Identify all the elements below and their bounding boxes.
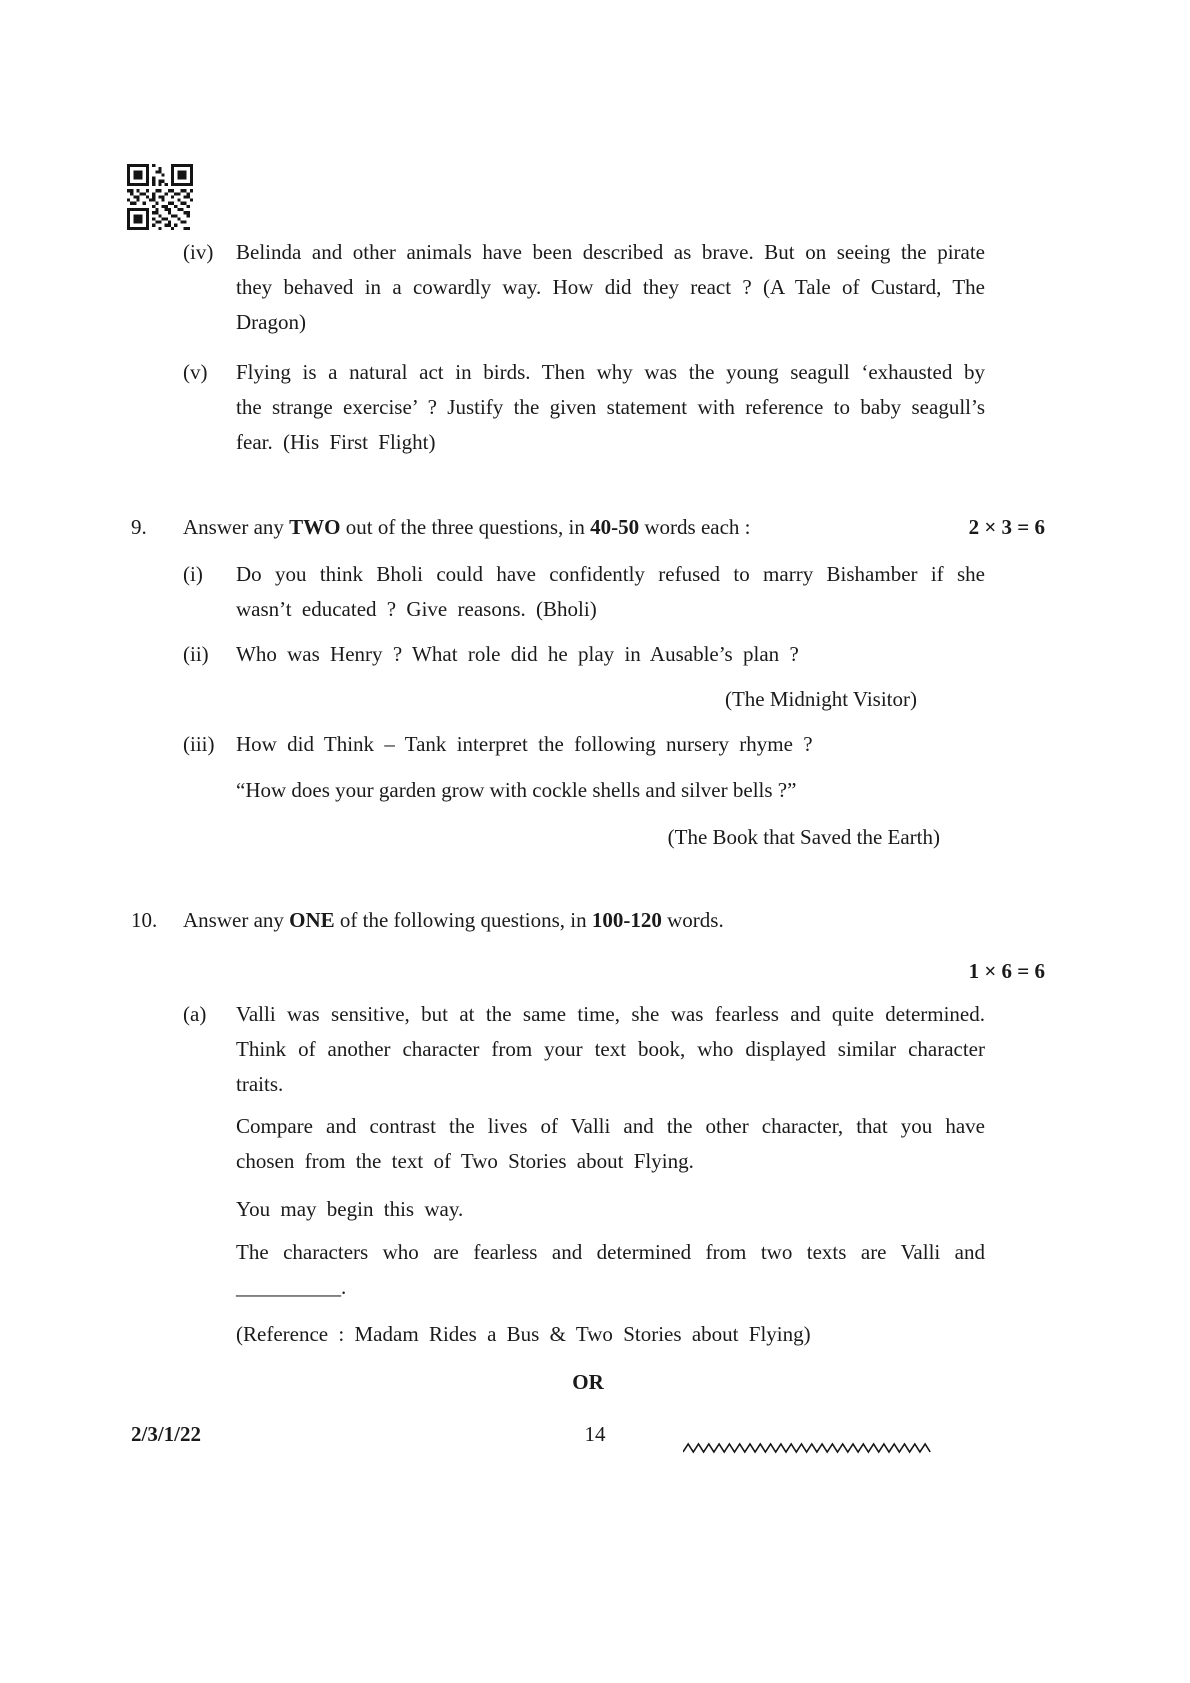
page-footer (0, 1417, 1190, 1452)
question-9-intro (131, 510, 1045, 545)
squiggle-line (683, 1430, 933, 1465)
item-text: Do you think Bholi could have confidently refused to marry Bishamber if she wasn’t educated ? Give reasons. (Bholi) (236, 562, 985, 621)
item-label: (v) (183, 360, 208, 384)
intro-segment: Answer any (183, 908, 290, 932)
question-intro-text (183, 903, 1045, 938)
intro-segment: words. (661, 908, 724, 932)
intro-segment: of the following questions, in (334, 908, 592, 932)
intro-segment: words each : (639, 515, 751, 539)
question-intro-text (183, 510, 957, 545)
marks-value: 2 × 3 = 6 (968, 515, 1045, 539)
qr-code-image (127, 164, 193, 230)
intro-bold-segment: 40-50 (590, 515, 640, 539)
question-8-item-v (183, 355, 1045, 460)
intro-segment: Answer any (183, 515, 290, 539)
item-label: (i) (183, 562, 203, 586)
item-text: How did Think – Tank interpret the following nursery rhyme ? (236, 732, 813, 756)
item-label: (iii) (183, 732, 215, 756)
question-10-intro (131, 903, 1045, 938)
nursery-rhyme-quote: “How does your garden grow with cockle shells and silver bells ?” (236, 778, 797, 802)
reference-note: (Reference : Madam Rides a Bus & Two Stories about Flying) (236, 1322, 811, 1346)
story-attribution: (The Book that Saved the Earth) (667, 825, 940, 849)
question-9-item-iii (183, 727, 1045, 762)
question-10-paragraph: You may begin this way. (236, 1197, 464, 1221)
item-label: (ii) (183, 642, 209, 666)
item-text: Flying is a natural act in birds. Then why was the young seagull ‘exhausted by the strange exercise’ ? Justify the given statement with reference to baby seagull’s fear. (His First Flight) (236, 360, 985, 454)
question-number: 10. (131, 908, 158, 932)
intro-bold-segment: ONE (289, 908, 335, 932)
question-10-item-a (183, 997, 1045, 1102)
question-9-item-ii (183, 637, 1045, 672)
item-label: (iv) (183, 240, 214, 264)
page-content (131, 235, 1045, 1400)
question-9-item-i (183, 557, 1045, 627)
item-text: Who was Henry ? What role did he play in Ausable’s plan ? (236, 642, 799, 666)
marks-value: 1 × 6 = 6 (968, 959, 1045, 983)
paper-code: 2/3/1/22 (131, 1422, 202, 1446)
intro-bold-segment: 100-120 (591, 908, 662, 932)
question-10-paragraph-with-blank: The characters who are fearless and determined from two texts are Valli and __________. (236, 1240, 985, 1299)
intro-segment: out of the three questions, in (340, 515, 591, 539)
item-label: (a) (183, 1002, 207, 1026)
question-8-item-iv (183, 235, 1045, 340)
zigzag-graphic (683, 1442, 933, 1454)
item-text: Belinda and other animals have been described as brave. But on seeing the pirate they behaved in a cowardly way. How did they react ? (A Tale of Custard, The Dragon) (236, 240, 985, 334)
intro-bold-segment: TWO (289, 515, 341, 539)
item-text: Valli was sensitive, but at the same time, she was fearless and quite determined. Think of another character from your text book, who displayed similar character traits. (236, 1002, 985, 1096)
story-attribution: (The Midnight Visitor) (724, 687, 917, 711)
qr-code (127, 164, 193, 230)
question-number: 9. (131, 515, 147, 539)
question-10-paragraph: Compare and contrast the lives of Valli and the other character, that you have chosen from the text of Two Stories about Flying. (236, 1114, 985, 1173)
page-number: 14 (584, 1422, 606, 1446)
or-separator: OR (572, 1370, 604, 1394)
